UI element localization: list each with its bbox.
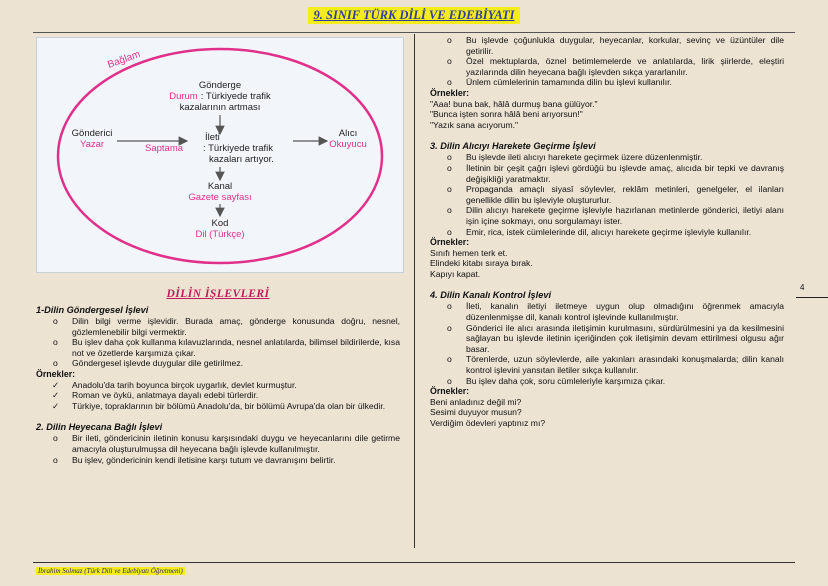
- section-1-examples: [36, 380, 400, 412]
- page-number: 4: [800, 283, 805, 292]
- diagram-svg: [37, 38, 403, 272]
- example-line: Sınıfı hemen terk et.: [430, 247, 508, 258]
- right-column: [430, 35, 784, 429]
- example-line: "Bunca işten sonra hâlâ beni arıyorsun!": [430, 109, 583, 120]
- context-label: Bağlam: [106, 48, 142, 71]
- example-item: ✓ Anadolu'da tarih boyunca birçok uygarlık, devlet kurmuştur.: [36, 380, 400, 391]
- referent-detail-2: kazalarının artması: [179, 102, 261, 113]
- list-item: o Bir ileti, göndericinin iletinin konusu karşısındaki duygu ve heyecanlarını dile getirme amacıyla oluşturulmuşsa dil heyecana bağlı işlevde kullanılmıştır.: [36, 433, 400, 454]
- list-item: o Bu işlevde ileti alıcıyı harekete geçirmek üzere düzenlenmiştir.: [430, 152, 784, 163]
- examples-label: Örnekler:: [36, 368, 76, 379]
- footer-author: İbrahim Solmaz (Türk Dili ve Edebiyatı Öğretmeni): [38, 567, 183, 575]
- section-2-continued-bullets: [430, 35, 784, 88]
- page-header: [0, 6, 828, 24]
- list-item: o Gönderici ile alıcı arasında iletişimin kurulmasını, sürdürülmesini ya da kesilmesini sağlayan bu işlevde iletinin içeriğinden çok iletişimin devam ettirilmesi olgusu ağır basar.: [430, 323, 784, 355]
- example-line: Elindeki kitabı sıraya bırak.: [430, 258, 533, 269]
- receiver-title: Alıcı: [338, 128, 358, 139]
- examples-label: Örnekler:: [430, 87, 470, 98]
- list-item: o İleti, kanalın iletiyi iletmeye uygun olup olmadığını öğrenmek amacıyla düzenlenmişse dil, kanalı kontrol işlevinde kullanılmıştır.: [430, 301, 784, 322]
- example-line: "Yazık sana acıyorum.": [430, 119, 519, 130]
- communication-diagram: [36, 37, 404, 273]
- sender-title: Gönderici: [71, 128, 113, 139]
- example-line: Beni anladınız değil mi?: [430, 396, 522, 407]
- examples-label: Örnekler:: [430, 237, 470, 248]
- channel-value: Gazete sayfası: [188, 192, 252, 203]
- message-label: Saptama: [145, 143, 184, 154]
- list-item: o Dilin bilgi verme işlevidir. Burada amaç, gönderge konusunda doğru, nesnel, gözlemlenebilir bilgi vermektir.: [36, 316, 400, 337]
- list-item: o Bu işlev daha çok, soru cümleleriyle karşımıza çıkar.: [430, 376, 784, 387]
- examples-label: Örnekler:: [430, 386, 470, 397]
- section-main-title: DİLİN İŞLEVLERİ: [166, 288, 270, 300]
- section-heading-1: 1-Dilin Göndergesel İşlevi: [36, 305, 149, 315]
- example-line: Kapıyı kapat.: [430, 268, 481, 279]
- channel-title: Kanal: [207, 181, 233, 192]
- section-heading-4: 4. Dilin Kanalı Kontrol İşlevi: [430, 290, 551, 301]
- section-4-bullets: [430, 301, 784, 386]
- code-title: Kod: [211, 218, 229, 229]
- example-line: "Aaa! buna bak, hâlâ durmuş bana gülüyor.": [430, 98, 598, 109]
- list-item: o Özel mektuplarda, öznel betimlemelerde ve anlatılarda, lirik şiirlerde, eleştiri yazılarında dilin heyecana bağlı işlevden sıkça yararlanılır.: [430, 56, 784, 77]
- list-item: o Bu işlev daha çok kullanma kılavuzlarında, nesnel anlatılarda, bilimsel bildirilerde, kısa not ve özetlerde karşımıza çıkar.: [36, 337, 400, 358]
- receiver-value: Okuyucu: [329, 139, 367, 150]
- section-2-bullets: [36, 433, 400, 465]
- list-item: o Bu işlevde çoğunlukla duygular, heyecanlar, korkular, sevinç ve üzüntüler dile getirilir.: [430, 35, 784, 56]
- example-item: ✓ Roman ve öykü, anlatmaya dayalı edebi türlerdir.: [36, 390, 400, 401]
- referent-detail: Durum : Türkiyede trafik: [169, 91, 271, 102]
- list-item: o Dilin alıcıyı harekete geçirme işleviyle hazırlanan metinlerde gönderici, iletiyi alanı işin içine sokmayı, onu sorgulamayı ister.: [430, 205, 784, 226]
- page-number-rule: [796, 297, 828, 298]
- section-1-bullets: [36, 316, 400, 369]
- list-item: o Göndergesel işlevde duygular dile getirilmez.: [36, 358, 400, 369]
- list-item: o Emir, rica, istek cümlelerinde dil, alıcıyı harekete geçirme işleviyle kullanılır.: [430, 227, 784, 238]
- section-heading-2: 2. Dilin Heyecana Bağlı İşlevi: [36, 422, 163, 433]
- example-line: Sesimi duyuyor musun?: [430, 407, 522, 418]
- message-detail-2: kazaları artıyor.: [209, 154, 274, 165]
- sender-value: Yazar: [79, 139, 105, 150]
- message-title: İleti: [205, 132, 220, 143]
- list-item: o Bu işlev, göndericinin kendi iletisine karşı tutum ve davranışını belirtir.: [36, 455, 400, 466]
- section-heading-3: 3. Dilin Alıcıyı Harekete Geçirme İşlevi: [430, 141, 596, 152]
- list-item: o Törenlerde, uzun söylevlerde, aile yakınları arasındaki konuşmalarda; dilin kanalı kontrol işlevini yansıtan iletiler sıkça kullanılır.: [430, 354, 784, 375]
- footer-rule: [33, 562, 795, 563]
- example-line: Verdiğim ödevleri yaptınız mı?: [430, 418, 546, 428]
- example-item: ✓ Türkiye, topraklarının bir bölümü Anadolu'da, bir bölümü Avrupa'da olan bir ülkedir.: [36, 401, 400, 412]
- section-3-bullets: [430, 152, 784, 237]
- list-item: o Ünlem cümlelerinin tamamında dilin bu işlevi kullanılır.: [430, 77, 784, 88]
- column-divider: [414, 34, 415, 548]
- referent-title: Gönderge: [198, 80, 242, 91]
- left-column: [36, 288, 400, 465]
- document-title: 9. SINIF TÜRK DİLİ VE EDEBİYATI: [308, 7, 521, 24]
- code-value: Dil (Türkçe): [195, 229, 245, 240]
- list-item: o Propaganda amaçlı siyasî söylevler, reklâm metinleri, genelgeler, el ilanları genellikle dilin bu işleviyle oluştururlur.: [430, 184, 784, 205]
- list-item: o İletinin bir çeşit çağrı işlevi gördüğü bu işlevde amaç, alıcıda bir tepki ve davranış değişikliği yaratmaktır.: [430, 163, 784, 184]
- message-detail: : Türkiyede trafik: [203, 143, 274, 154]
